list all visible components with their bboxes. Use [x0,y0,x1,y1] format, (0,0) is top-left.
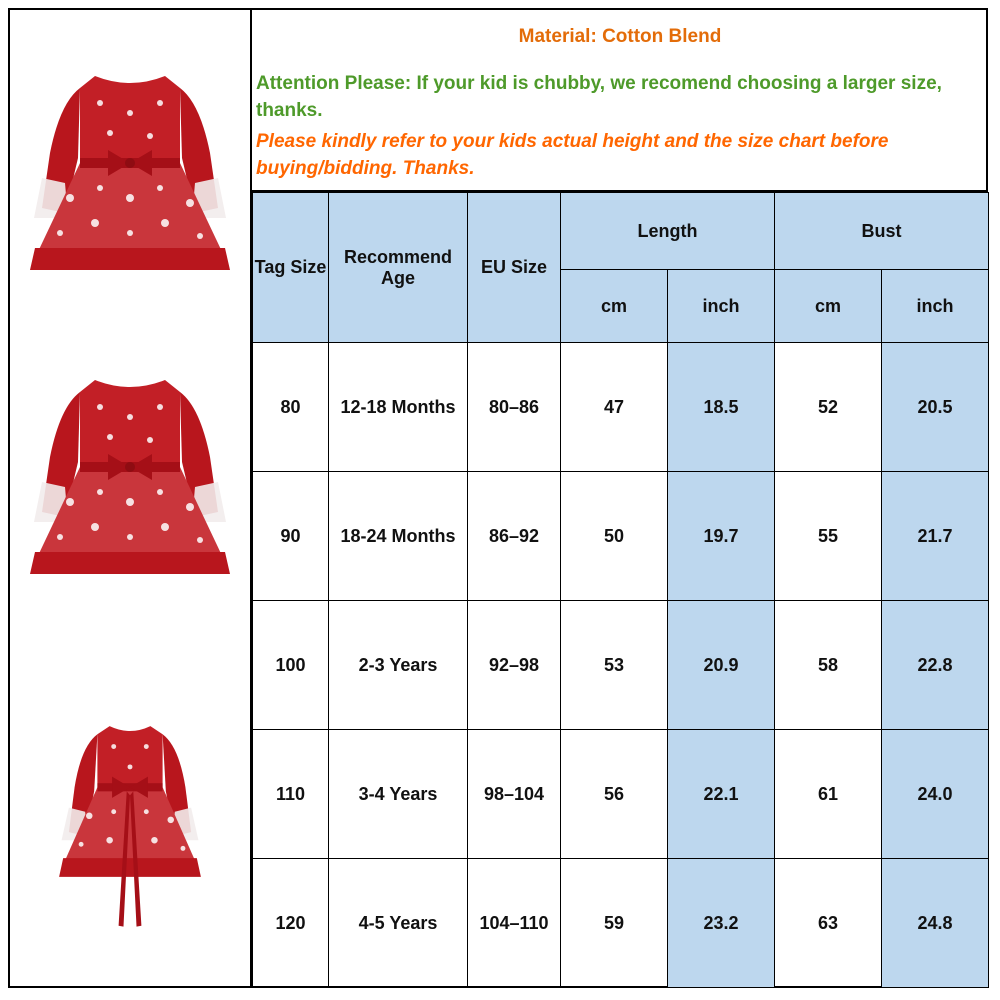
dress-illustration [59,726,201,926]
cell-recommend-age: 12-18 Months [329,343,468,472]
header-bust-cm: cm [775,270,882,343]
cell-length-inch: 22.1 [668,730,775,859]
dress-photo-2 [20,362,240,582]
header-bust: Bust [775,193,989,270]
notes-section [252,8,988,192]
cell-recommend-age: 4-5 Years [329,859,468,988]
cell-length-cm: 56 [561,730,668,859]
cell-bust-inch: 24.8 [882,859,989,988]
header-bust-inch: inch [882,270,989,343]
cell-length-inch: 19.7 [668,472,775,601]
attention-note: Attention Please: If your kid is chubby, we recomend choosing a larger size, thanks. [256,73,942,121]
cell-tag-size: 120 [253,859,329,988]
cell-length-inch: 23.2 [668,859,775,988]
cell-length-cm: 53 [561,601,668,730]
size-chart-panel [252,8,988,988]
cell-bust-inch: 24.0 [882,730,989,859]
cell-recommend-age: 3-4 Years [329,730,468,859]
cell-length-inch: 20.9 [668,601,775,730]
cell-length-inch: 18.5 [668,343,775,472]
cell-tag-size: 110 [253,730,329,859]
cell-length-cm: 59 [561,859,668,988]
size-chart-table [252,192,989,988]
cell-tag-size: 90 [253,472,329,601]
table-row [253,859,989,988]
table-row [253,730,989,859]
dress-photo-1 [20,58,240,278]
header-length-cm: cm [561,270,668,343]
cell-recommend-age: 2-3 Years [329,601,468,730]
cell-tag-size: 80 [253,343,329,472]
cell-eu-size: 92–98 [468,601,561,730]
cell-length-cm: 50 [561,472,668,601]
dress-illustration [30,76,230,270]
size-reference-note: Please kindly refer to your kids actual height and the size chart before buying/bidding. Thanks. [256,131,889,179]
header-eu-size: EU Size [468,193,561,343]
cell-bust-inch: 20.5 [882,343,989,472]
cell-bust-cm: 63 [775,859,882,988]
dress-illustration [30,380,230,574]
header-recommend-age: Recommend Age [329,193,468,343]
table-row [253,601,989,730]
cell-length-cm: 47 [561,343,668,472]
cell-bust-inch: 21.7 [882,472,989,601]
dress-photo-3 [20,718,240,938]
table-row [253,343,989,472]
cell-eu-size: 86–92 [468,472,561,601]
cell-eu-size: 98–104 [468,730,561,859]
cell-eu-size: 80–86 [468,343,561,472]
cell-tag-size: 100 [253,601,329,730]
header-length: Length [561,193,775,270]
cell-bust-cm: 61 [775,730,882,859]
cell-bust-cm: 58 [775,601,882,730]
cell-bust-inch: 22.8 [882,601,989,730]
table-row [253,472,989,601]
header-tag-size: Tag Size [253,193,329,343]
table-header-row [253,193,989,270]
cell-recommend-age: 18-24 Months [329,472,468,601]
cell-eu-size: 104–110 [468,859,561,988]
cell-bust-cm: 55 [775,472,882,601]
product-images-column [8,8,252,988]
material-note: Material: Cotton Blend [518,26,722,47]
cell-bust-cm: 52 [775,343,882,472]
header-length-inch: inch [668,270,775,343]
